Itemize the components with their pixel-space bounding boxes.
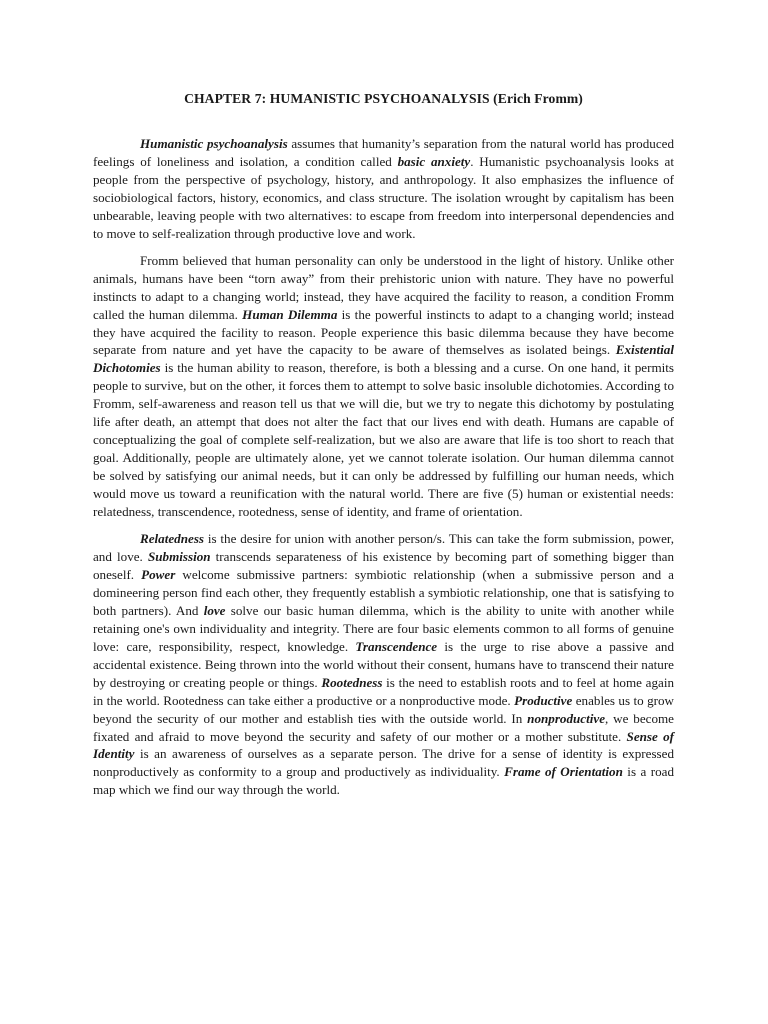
key-term: Human Dilemma — [242, 306, 338, 322]
key-term: Rootedness — [321, 674, 383, 690]
paragraph-text: is the powerful instincts to adapt to a changing world; instead they have acquired the facility to reason. People experience this basic dilemma because they have become separate from nature and yet have the capacity to be aware of themselves as isolated beings. — [93, 306, 674, 358]
key-term: Power — [141, 566, 176, 582]
key-term: nonproductive — [527, 710, 606, 726]
key-term: Humanistic psychoanalysis — [140, 136, 288, 151]
paragraph-text: enables us to grow beyond the security of our mother and establish ties with the outside world. In — [93, 692, 674, 726]
paragraph-text: assumes that humanity’s separation from the natural world has produced feelings of loneliness and isolation, a condition called — [93, 136, 674, 169]
paragraph-text: is the need to establish roots and to feel at home again in the world. Rootedness can take either a productive or a nonproductive mode. — [93, 674, 675, 708]
paragraph-text: is the urge to rise above a passive and accidental existence. Being thrown into the world without their consent, humans have to transcend their nature by destroying or creating people or things. — [93, 638, 674, 690]
document-body — [93, 135, 674, 799]
key-term: Existential Dichotomies — [93, 342, 674, 376]
key-term: Productive — [514, 692, 573, 708]
chapter-title: CHAPTER 7: HUMANISTIC PSYCHOANALYSIS (Erich Fromm) — [184, 91, 583, 106]
key-term: love — [203, 602, 226, 618]
key-term: basic anxiety — [397, 153, 471, 169]
key-term: Relatedness — [140, 531, 205, 547]
paragraph — [93, 252, 674, 521]
key-term: Frame of Orientation — [504, 764, 623, 780]
paragraph-text: is the human ability to reason, therefore, is both a blessing and a curse. On one hand, it permits people to survive, but on the other, it forces them to attempt to solve basic insoluble dichotomies. According to Fromm, self-awareness and reason tell us that we will die, but we try to negate this dichotomy by postulating life after death, an attempt that does not alter the fact that our lives end with death. Humans are capable of conceptualizing the goal of complete self-realization, but we also are aware that life is too short to reach that goal. Additionally, people are ultimately alone, yet we cannot tolerate isolation. Our human dilemma cannot be solved by satisfying our animal needs, but it can only be addressed by fulfilling our human needs, which would move us toward a reunification with the natural world. There are five (5) human or existential needs: relatedness, transcendence, rootedness, sense of identity, and frame of orientation. — [93, 360, 674, 520]
paragraph-text: transcends separateness of his existence by becoming part of something bigger than oneself. — [93, 548, 674, 582]
key-term: Sense of Identity — [93, 728, 674, 762]
paragraph-text: solve our basic human dilemma, which is the ability to unite with another while retaining one's own individuality and integrity. There are four basic elements common to all forms of genuine love: care, responsibility, respect, knowledge. — [93, 602, 675, 654]
paragraph — [93, 530, 674, 799]
paragraph — [93, 135, 674, 243]
paragraph-text: is the desire for union with another person/s. This can take the form submission, power, and love. — [93, 531, 674, 564]
paragraph-text: , we become fixated and afraid to move beyond the security and safety of our mother or a mother substitute. — [93, 710, 674, 744]
paragraph-text: is an awareness of ourselves as a separate person. The drive for a sense of identity is expressed nonproductively as conformity to a group and productively as individuality. — [93, 746, 674, 780]
key-term: Transcendence — [355, 638, 438, 654]
paragraph-text: . Humanistic psychoanalysis looks at people from the perspective of psychology, history, and anthropology. It also emphasizes the influence of sociobiological factors, history, economics, and class structure. The isolation wrought by capitalism has been unbearable, leaving people with two alternatives: to escape from freedom into interpersonal dependencies and to move to self-realization through productive love and work. — [93, 153, 675, 241]
document-page — [93, 90, 674, 808]
paragraph-text: is a road map which we find our way through the world. — [93, 764, 674, 798]
paragraph-text: Fromm believed that human personality can only be understood in the light of history. Unlike other animals, humans have been “torn away” from their prehistoric union with nature. They have no powerful instincts to adapt to a changing world; instead, they have acquired the facility to reason, a condition Fromm called the human dilemma. — [93, 252, 674, 322]
paragraph-text: welcome submissive partners: symbiotic relationship (when a submissive person and a domineering person find each other, they frequently establish a symbiotic relationship, one that is satisfying to both partners). And — [93, 566, 674, 618]
key-term: Submission — [147, 548, 211, 564]
